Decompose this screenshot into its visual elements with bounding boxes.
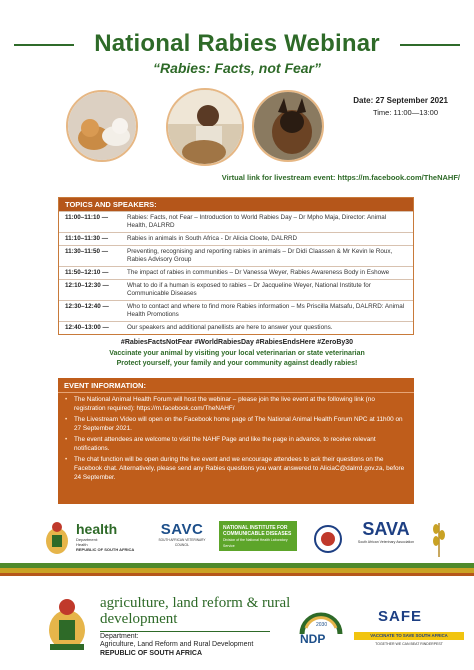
savc-word: SAVC bbox=[160, 521, 204, 538]
event-time: Time: 11:00—13:00 bbox=[372, 108, 438, 117]
event-info-list bbox=[58, 393, 414, 482]
topic-time: 11:00–11:10 — bbox=[65, 214, 109, 221]
topic-text: Our speakers and additional panellists are here to answer your questions. bbox=[127, 324, 333, 331]
list-item: • The event attendees are welcome to visit the NAHF Page and like the page in advance, to receive relevant notifications. bbox=[64, 435, 408, 453]
topic-row bbox=[59, 245, 413, 266]
topic-time: 12:10–12:30 — bbox=[65, 282, 109, 289]
health-sub1: Department: bbox=[76, 537, 99, 542]
page-title: National Rabies Webinar bbox=[94, 30, 380, 57]
topic-text: Rabies in animals in South Africa - Dr Alicia Cloete, DALRRD bbox=[127, 235, 298, 242]
cta-protect: Protect yourself, your family and your community against deadly rabies! bbox=[116, 360, 358, 367]
ndp-word: NDP bbox=[300, 632, 326, 646]
topic-time: 12:30–12:40 — bbox=[65, 303, 109, 310]
topic-row bbox=[59, 279, 413, 300]
dept-title: agriculture, land reform & rural development bbox=[100, 595, 291, 627]
dept-sub3: REPUBLIC OF SOUTH AFRICA bbox=[100, 650, 203, 657]
sava-word: SAVA bbox=[362, 519, 410, 539]
topic-text: Who to contact and where to find more Rabies information – Ms Priscilla Matsafu, DALRRD: Animal Health Promotions bbox=[127, 303, 405, 318]
photo-puppy-kitten bbox=[66, 90, 138, 162]
nicd-word: NATIONAL INSTITUTE FOR COMMUNICABLE DISEASES bbox=[223, 525, 292, 537]
event-info-heading: EVENT INFORMATION: bbox=[58, 378, 414, 393]
topic-row bbox=[59, 266, 413, 279]
topic-row bbox=[59, 321, 413, 334]
list-item: • The chat function will be open during the live event and we encourage attendees to ask their questions on the Facebook chat. Alternatively, please send any Rabies questions you want answered to AliciaC@dalrrd.gov.za, before 24 September. bbox=[64, 455, 408, 482]
livestream-link[interactable]: Virtual link for livestream event: https://m.facebook.com/TheNAHF/ bbox=[221, 173, 460, 182]
safe-small-text: TOGETHER WE CAN BEAT RINDERPEST bbox=[375, 642, 443, 646]
event-info-panel bbox=[58, 378, 414, 504]
health-sub2: Health bbox=[76, 542, 88, 547]
event-date: Date: 27 September 2021 bbox=[353, 96, 448, 105]
topic-row bbox=[59, 232, 413, 245]
safe-logo: SAFE bbox=[378, 608, 423, 625]
cta-vaccinate: Vaccinate your animal by visiting your local veterinarian or state veterinarian bbox=[109, 350, 365, 357]
topic-time: 11:30–11:50 — bbox=[65, 248, 109, 255]
dept-sub1: Department: bbox=[100, 633, 139, 640]
ndp-year: 2030 bbox=[316, 622, 328, 628]
topic-text: Preventing, recognising and reporting rabies in animals – Dr Didi Claassen & Mr Kevin le Roux, Rabies Advisory Group bbox=[127, 248, 393, 263]
dept-rule bbox=[100, 631, 270, 632]
list-item: • The National Animal Health Forum will host the webinar – please join the live event at the following link (no registration required): https://m.facebook.com/TheNAHF/ bbox=[64, 395, 408, 413]
topic-text: What to do if a human is exposed to rabies – Dr Jacqueline Weyer, National Institute for Communicable Diseases bbox=[127, 282, 371, 297]
list-item: • The Livestream Video will open on the Facebook home page of The National Animal Health Forum NPC at 11h00 on 27 September 2021. bbox=[64, 415, 408, 433]
photo-child-dog bbox=[166, 88, 244, 166]
topic-text: The impact of rabies in communities – Dr Vanessa Weyer, Rabies Awareness Body in Eshowe bbox=[127, 269, 390, 276]
lab-badge-icon bbox=[314, 525, 342, 558]
page-subtitle: “Rabies: Facts, not Fear” bbox=[152, 60, 322, 76]
savc-sub: SOUTH AFRICAN VETERINARY COUNCIL bbox=[158, 538, 206, 547]
divider-orange bbox=[0, 573, 474, 576]
topic-row bbox=[59, 300, 413, 321]
coat-of-arms-icon bbox=[44, 521, 70, 560]
topic-time: 11:50–12:10 — bbox=[65, 269, 109, 276]
coat-of-arms-large-icon bbox=[46, 598, 88, 657]
hashtags: #RabiesFactsNotFear #WorldRabiesDay #RabiesEndsHere #ZeroBy30 bbox=[120, 339, 354, 346]
topics-heading: TOPICS AND SPEAKERS: bbox=[59, 198, 413, 211]
safe-tagline: VACCINATE TO SAVE SOUTH AFRICA bbox=[354, 632, 464, 640]
dept-sub2: Agriculture, Land Reform and Rural Development bbox=[100, 641, 254, 648]
topic-time: 11:10–11:30 — bbox=[65, 235, 109, 242]
topics-panel bbox=[58, 197, 414, 335]
partner-logos bbox=[0, 515, 474, 563]
savc-logo bbox=[152, 521, 212, 548]
health-logo bbox=[76, 521, 134, 552]
health-word: health bbox=[76, 521, 118, 537]
wheat-icon bbox=[432, 519, 446, 562]
topic-text: Rabies: Facts, not Fear – Introduction to World Rabies Day – Dr Mpho Maja, Director: Animal Health, DALRRD bbox=[127, 214, 387, 229]
nicd-logo bbox=[219, 521, 297, 551]
topic-row bbox=[59, 211, 413, 232]
ndp-logo-icon bbox=[298, 608, 344, 654]
health-sub3: REPUBLIC OF SOUTH AFRICA bbox=[76, 547, 135, 552]
topic-time: 12:40–13:00 — bbox=[65, 324, 109, 331]
sava-sub: South African Veterinary Association bbox=[357, 540, 415, 544]
nicd-sub: Division of the National Health Laboratory Service bbox=[223, 538, 288, 548]
sava-logo bbox=[348, 519, 424, 545]
